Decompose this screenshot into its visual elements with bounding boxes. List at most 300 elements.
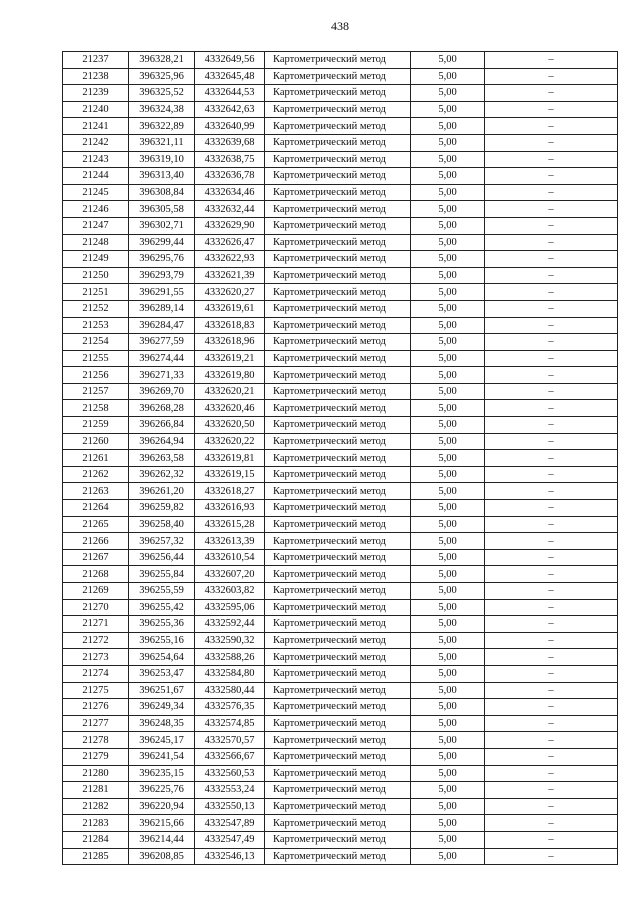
- table-row: [63, 134, 618, 151]
- table-row: [63, 85, 618, 102]
- accuracy-cell: 5,00: [411, 383, 485, 400]
- point-number-cell: 21256: [63, 367, 129, 384]
- accuracy-cell: 5,00: [411, 632, 485, 649]
- accuracy-cell: 5,00: [411, 101, 485, 118]
- y-coordinate-cell: 4332615,28: [195, 516, 265, 533]
- accuracy-cell: 5,00: [411, 234, 485, 251]
- y-coordinate-cell: 4332550,13: [195, 798, 265, 815]
- table-row: [63, 201, 618, 218]
- y-coordinate-cell: 4332588,26: [195, 649, 265, 666]
- x-coordinate-cell: 396299,44: [129, 234, 195, 251]
- method-cell: Картометрический метод: [265, 383, 411, 400]
- note-cell: –: [485, 566, 618, 583]
- accuracy-cell: 5,00: [411, 118, 485, 135]
- method-cell: Картометрический метод: [265, 267, 411, 284]
- table-row: [63, 284, 618, 301]
- accuracy-cell: 5,00: [411, 715, 485, 732]
- point-number-cell: 21238: [63, 68, 129, 85]
- method-cell: Картометрический метод: [265, 848, 411, 865]
- y-coordinate-cell: 4332638,75: [195, 151, 265, 168]
- note-cell: –: [485, 334, 618, 351]
- y-coordinate-cell: 4332553,24: [195, 782, 265, 799]
- y-coordinate-cell: 4332619,21: [195, 350, 265, 367]
- y-coordinate-cell: 4332620,21: [195, 383, 265, 400]
- x-coordinate-cell: 396266,84: [129, 417, 195, 434]
- accuracy-cell: 5,00: [411, 831, 485, 848]
- x-coordinate-cell: 396255,16: [129, 632, 195, 649]
- note-cell: –: [485, 798, 618, 815]
- point-number-cell: 21267: [63, 549, 129, 566]
- x-coordinate-cell: 396261,20: [129, 483, 195, 500]
- note-cell: –: [485, 300, 618, 317]
- y-coordinate-cell: 4332636,78: [195, 168, 265, 185]
- method-cell: Картометрический метод: [265, 168, 411, 185]
- note-cell: –: [485, 317, 618, 334]
- table-row: [63, 583, 618, 600]
- x-coordinate-cell: 396257,32: [129, 533, 195, 550]
- table-row: [63, 599, 618, 616]
- x-coordinate-cell: 396255,42: [129, 599, 195, 616]
- point-number-cell: 21249: [63, 251, 129, 268]
- y-coordinate-cell: 4332619,61: [195, 300, 265, 317]
- accuracy-cell: 5,00: [411, 52, 485, 69]
- point-number-cell: 21257: [63, 383, 129, 400]
- method-cell: Картометрический метод: [265, 300, 411, 317]
- accuracy-cell: 5,00: [411, 848, 485, 865]
- y-coordinate-cell: 4332592,44: [195, 616, 265, 633]
- table-row: [63, 383, 618, 400]
- note-cell: –: [485, 815, 618, 832]
- accuracy-cell: 5,00: [411, 184, 485, 201]
- accuracy-cell: 5,00: [411, 267, 485, 284]
- method-cell: Картометрический метод: [265, 748, 411, 765]
- x-coordinate-cell: 396220,94: [129, 798, 195, 815]
- note-cell: –: [485, 400, 618, 417]
- point-number-cell: 21243: [63, 151, 129, 168]
- note-cell: –: [485, 483, 618, 500]
- y-coordinate-cell: 4332576,35: [195, 699, 265, 716]
- accuracy-cell: 5,00: [411, 748, 485, 765]
- note-cell: –: [485, 52, 618, 69]
- point-number-cell: 21274: [63, 665, 129, 682]
- point-number-cell: 21272: [63, 632, 129, 649]
- y-coordinate-cell: 4332634,46: [195, 184, 265, 201]
- point-number-cell: 21246: [63, 201, 129, 218]
- x-coordinate-cell: 396263,58: [129, 450, 195, 467]
- y-coordinate-cell: 4332622,93: [195, 251, 265, 268]
- note-cell: –: [485, 217, 618, 234]
- accuracy-cell: 5,00: [411, 699, 485, 716]
- note-cell: –: [485, 101, 618, 118]
- accuracy-cell: 5,00: [411, 85, 485, 102]
- note-cell: –: [485, 715, 618, 732]
- table-row: [63, 68, 618, 85]
- accuracy-cell: 5,00: [411, 665, 485, 682]
- accuracy-cell: 5,00: [411, 516, 485, 533]
- x-coordinate-cell: 396277,59: [129, 334, 195, 351]
- point-number-cell: 21237: [63, 52, 129, 69]
- point-number-cell: 21260: [63, 433, 129, 450]
- method-cell: Картометрический метод: [265, 566, 411, 583]
- method-cell: Картометрический метод: [265, 466, 411, 483]
- method-cell: Картометрический метод: [265, 201, 411, 218]
- accuracy-cell: 5,00: [411, 483, 485, 500]
- note-cell: –: [485, 367, 618, 384]
- point-number-cell: 21247: [63, 217, 129, 234]
- note-cell: –: [485, 433, 618, 450]
- note-cell: –: [485, 516, 618, 533]
- note-cell: –: [485, 732, 618, 749]
- y-coordinate-cell: 4332620,46: [195, 400, 265, 417]
- y-coordinate-cell: 4332645,48: [195, 68, 265, 85]
- y-coordinate-cell: 4332621,39: [195, 267, 265, 284]
- point-number-cell: 21251: [63, 284, 129, 301]
- note-cell: –: [485, 765, 618, 782]
- table-row: [63, 516, 618, 533]
- method-cell: Картометрический метод: [265, 616, 411, 633]
- point-number-cell: 21265: [63, 516, 129, 533]
- point-number-cell: 21266: [63, 533, 129, 550]
- x-coordinate-cell: 396328,21: [129, 52, 195, 69]
- method-cell: Картометрический метод: [265, 815, 411, 832]
- method-cell: Картометрический метод: [265, 583, 411, 600]
- table-row: [63, 831, 618, 848]
- point-number-cell: 21271: [63, 616, 129, 633]
- method-cell: Картометрический метод: [265, 68, 411, 85]
- x-coordinate-cell: 396293,79: [129, 267, 195, 284]
- note-cell: –: [485, 85, 618, 102]
- y-coordinate-cell: 4332584,80: [195, 665, 265, 682]
- x-coordinate-cell: 396322,89: [129, 118, 195, 135]
- x-coordinate-cell: 396289,14: [129, 300, 195, 317]
- table-row: [63, 715, 618, 732]
- note-cell: –: [485, 549, 618, 566]
- x-coordinate-cell: 396245,17: [129, 732, 195, 749]
- y-coordinate-cell: 4332629,90: [195, 217, 265, 234]
- accuracy-cell: 5,00: [411, 217, 485, 234]
- point-number-cell: 21264: [63, 500, 129, 517]
- point-number-cell: 21273: [63, 649, 129, 666]
- table-row: [63, 52, 618, 69]
- point-number-cell: 21262: [63, 466, 129, 483]
- point-number-cell: 21261: [63, 450, 129, 467]
- y-coordinate-cell: 4332620,22: [195, 433, 265, 450]
- note-cell: –: [485, 383, 618, 400]
- y-coordinate-cell: 4332649,56: [195, 52, 265, 69]
- point-number-cell: 21270: [63, 599, 129, 616]
- table-row: [63, 566, 618, 583]
- point-number-cell: 21284: [63, 831, 129, 848]
- x-coordinate-cell: 396325,96: [129, 68, 195, 85]
- point-number-cell: 21241: [63, 118, 129, 135]
- method-cell: Картометрический метод: [265, 782, 411, 799]
- y-coordinate-cell: 4332639,68: [195, 134, 265, 151]
- accuracy-cell: 5,00: [411, 599, 485, 616]
- coordinates-table-body: [63, 52, 618, 865]
- method-cell: Картометрический метод: [265, 665, 411, 682]
- y-coordinate-cell: 4332603,82: [195, 583, 265, 600]
- x-coordinate-cell: 396305,58: [129, 201, 195, 218]
- x-coordinate-cell: 396284,47: [129, 317, 195, 334]
- x-coordinate-cell: 396268,28: [129, 400, 195, 417]
- x-coordinate-cell: 396313,40: [129, 168, 195, 185]
- table-row: [63, 466, 618, 483]
- x-coordinate-cell: 396255,59: [129, 583, 195, 600]
- method-cell: Картометрический метод: [265, 533, 411, 550]
- y-coordinate-cell: 4332613,39: [195, 533, 265, 550]
- note-cell: –: [485, 267, 618, 284]
- y-coordinate-cell: 4332560,53: [195, 765, 265, 782]
- point-number-cell: 21259: [63, 417, 129, 434]
- note-cell: –: [485, 682, 618, 699]
- point-number-cell: 21253: [63, 317, 129, 334]
- table-row: [63, 533, 618, 550]
- x-coordinate-cell: 396264,94: [129, 433, 195, 450]
- point-number-cell: 21244: [63, 168, 129, 185]
- point-number-cell: 21239: [63, 85, 129, 102]
- accuracy-cell: 5,00: [411, 433, 485, 450]
- x-coordinate-cell: 396214,44: [129, 831, 195, 848]
- method-cell: Картометрический метод: [265, 350, 411, 367]
- method-cell: Картометрический метод: [265, 632, 411, 649]
- table-row: [63, 217, 618, 234]
- accuracy-cell: 5,00: [411, 815, 485, 832]
- accuracy-cell: 5,00: [411, 251, 485, 268]
- method-cell: Картометрический метод: [265, 367, 411, 384]
- x-coordinate-cell: 396248,35: [129, 715, 195, 732]
- note-cell: –: [485, 665, 618, 682]
- point-number-cell: 21258: [63, 400, 129, 417]
- point-number-cell: 21278: [63, 732, 129, 749]
- method-cell: Картометрический метод: [265, 234, 411, 251]
- y-coordinate-cell: 4332574,85: [195, 715, 265, 732]
- x-coordinate-cell: 396235,15: [129, 765, 195, 782]
- method-cell: Картометрический метод: [265, 549, 411, 566]
- accuracy-cell: 5,00: [411, 400, 485, 417]
- accuracy-cell: 5,00: [411, 284, 485, 301]
- note-cell: –: [485, 251, 618, 268]
- note-cell: –: [485, 201, 618, 218]
- table-row: [63, 682, 618, 699]
- y-coordinate-cell: 4332618,27: [195, 483, 265, 500]
- note-cell: –: [485, 134, 618, 151]
- table-row: [63, 400, 618, 417]
- note-cell: –: [485, 848, 618, 865]
- method-cell: Картометрический метод: [265, 101, 411, 118]
- x-coordinate-cell: 396225,76: [129, 782, 195, 799]
- accuracy-cell: 5,00: [411, 566, 485, 583]
- accuracy-cell: 5,00: [411, 682, 485, 699]
- method-cell: Картометрический метод: [265, 433, 411, 450]
- method-cell: Картометрический метод: [265, 765, 411, 782]
- method-cell: Картометрический метод: [265, 118, 411, 135]
- note-cell: –: [485, 466, 618, 483]
- method-cell: Картометрический метод: [265, 649, 411, 666]
- x-coordinate-cell: 396259,82: [129, 500, 195, 517]
- table-row: [63, 350, 618, 367]
- note-cell: –: [485, 533, 618, 550]
- point-number-cell: 21285: [63, 848, 129, 865]
- accuracy-cell: 5,00: [411, 732, 485, 749]
- accuracy-cell: 5,00: [411, 500, 485, 517]
- x-coordinate-cell: 396258,40: [129, 516, 195, 533]
- method-cell: Картометрический метод: [265, 251, 411, 268]
- point-number-cell: 21255: [63, 350, 129, 367]
- table-row: [63, 334, 618, 351]
- table-row: [63, 101, 618, 118]
- point-number-cell: 21245: [63, 184, 129, 201]
- x-coordinate-cell: 396262,32: [129, 466, 195, 483]
- accuracy-cell: 5,00: [411, 450, 485, 467]
- x-coordinate-cell: 396251,67: [129, 682, 195, 699]
- table-row: [63, 649, 618, 666]
- x-coordinate-cell: 396208,85: [129, 848, 195, 865]
- x-coordinate-cell: 396308,84: [129, 184, 195, 201]
- table-row: [63, 151, 618, 168]
- note-cell: –: [485, 450, 618, 467]
- note-cell: –: [485, 500, 618, 517]
- accuracy-cell: 5,00: [411, 68, 485, 85]
- method-cell: Картометрический метод: [265, 500, 411, 517]
- table-row: [63, 798, 618, 815]
- accuracy-cell: 5,00: [411, 201, 485, 218]
- x-coordinate-cell: 396325,52: [129, 85, 195, 102]
- note-cell: –: [485, 417, 618, 434]
- accuracy-cell: 5,00: [411, 334, 485, 351]
- method-cell: Картометрический метод: [265, 516, 411, 533]
- method-cell: Картометрический метод: [265, 732, 411, 749]
- x-coordinate-cell: 396324,38: [129, 101, 195, 118]
- method-cell: Картометрический метод: [265, 831, 411, 848]
- point-number-cell: 21283: [63, 815, 129, 832]
- x-coordinate-cell: 396255,36: [129, 616, 195, 633]
- x-coordinate-cell: 396254,64: [129, 649, 195, 666]
- accuracy-cell: 5,00: [411, 649, 485, 666]
- method-cell: Картометрический метод: [265, 715, 411, 732]
- method-cell: Картометрический метод: [265, 151, 411, 168]
- method-cell: Картометрический метод: [265, 699, 411, 716]
- accuracy-cell: 5,00: [411, 350, 485, 367]
- table-row: [63, 450, 618, 467]
- point-number-cell: 21275: [63, 682, 129, 699]
- y-coordinate-cell: 4332642,63: [195, 101, 265, 118]
- note-cell: –: [485, 350, 618, 367]
- y-coordinate-cell: 4332632,44: [195, 201, 265, 218]
- point-number-cell: 21280: [63, 765, 129, 782]
- accuracy-cell: 5,00: [411, 798, 485, 815]
- table-row: [63, 267, 618, 284]
- table-row: [63, 549, 618, 566]
- table-row: [63, 748, 618, 765]
- table-row: [63, 118, 618, 135]
- y-coordinate-cell: 4332640,99: [195, 118, 265, 135]
- method-cell: Картометрический метод: [265, 85, 411, 102]
- y-coordinate-cell: 4332590,32: [195, 632, 265, 649]
- accuracy-cell: 5,00: [411, 168, 485, 185]
- table-row: [63, 317, 618, 334]
- method-cell: Картометрический метод: [265, 450, 411, 467]
- table-row: [63, 433, 618, 450]
- accuracy-cell: 5,00: [411, 583, 485, 600]
- y-coordinate-cell: 4332620,27: [195, 284, 265, 301]
- y-coordinate-cell: 4332626,47: [195, 234, 265, 251]
- method-cell: Картометрический метод: [265, 483, 411, 500]
- point-number-cell: 21269: [63, 583, 129, 600]
- point-number-cell: 21263: [63, 483, 129, 500]
- method-cell: Картометрический метод: [265, 599, 411, 616]
- note-cell: –: [485, 699, 618, 716]
- table-row: [63, 234, 618, 251]
- y-coordinate-cell: 4332570,57: [195, 732, 265, 749]
- table-row: [63, 782, 618, 799]
- page-number: 438: [331, 19, 349, 33]
- note-cell: –: [485, 782, 618, 799]
- note-cell: –: [485, 583, 618, 600]
- note-cell: –: [485, 632, 618, 649]
- table-row: [63, 665, 618, 682]
- table-row: [63, 815, 618, 832]
- point-number-cell: 21276: [63, 699, 129, 716]
- x-coordinate-cell: 396291,55: [129, 284, 195, 301]
- table-row: [63, 367, 618, 384]
- x-coordinate-cell: 396241,54: [129, 748, 195, 765]
- method-cell: Картометрический метод: [265, 134, 411, 151]
- point-number-cell: 21282: [63, 798, 129, 815]
- y-coordinate-cell: 4332547,49: [195, 831, 265, 848]
- accuracy-cell: 5,00: [411, 782, 485, 799]
- x-coordinate-cell: 396256,44: [129, 549, 195, 566]
- accuracy-cell: 5,00: [411, 300, 485, 317]
- accuracy-cell: 5,00: [411, 533, 485, 550]
- y-coordinate-cell: 4332619,81: [195, 450, 265, 467]
- y-coordinate-cell: 4332546,13: [195, 848, 265, 865]
- method-cell: Картометрический метод: [265, 334, 411, 351]
- table-row: [63, 616, 618, 633]
- table-row: [63, 251, 618, 268]
- point-number-cell: 21279: [63, 748, 129, 765]
- table-row: [63, 184, 618, 201]
- x-coordinate-cell: 396271,33: [129, 367, 195, 384]
- note-cell: –: [485, 599, 618, 616]
- accuracy-cell: 5,00: [411, 765, 485, 782]
- method-cell: Картометрический метод: [265, 317, 411, 334]
- y-coordinate-cell: 4332595,06: [195, 599, 265, 616]
- point-number-cell: 21277: [63, 715, 129, 732]
- point-number-cell: 21252: [63, 300, 129, 317]
- point-number-cell: 21281: [63, 782, 129, 799]
- x-coordinate-cell: 396302,71: [129, 217, 195, 234]
- table-row: [63, 300, 618, 317]
- method-cell: Картометрический метод: [265, 400, 411, 417]
- x-coordinate-cell: 396249,34: [129, 699, 195, 716]
- y-coordinate-cell: 4332620,50: [195, 417, 265, 434]
- x-coordinate-cell: 396321,11: [129, 134, 195, 151]
- point-number-cell: 21250: [63, 267, 129, 284]
- accuracy-cell: 5,00: [411, 317, 485, 334]
- note-cell: –: [485, 284, 618, 301]
- note-cell: –: [485, 68, 618, 85]
- note-cell: –: [485, 748, 618, 765]
- y-coordinate-cell: 4332618,96: [195, 334, 265, 351]
- table-row: [63, 848, 618, 865]
- method-cell: Картометрический метод: [265, 184, 411, 201]
- table-row: [63, 632, 618, 649]
- note-cell: –: [485, 616, 618, 633]
- x-coordinate-cell: 396269,70: [129, 383, 195, 400]
- method-cell: Картометрический метод: [265, 798, 411, 815]
- accuracy-cell: 5,00: [411, 151, 485, 168]
- y-coordinate-cell: 4332580,44: [195, 682, 265, 699]
